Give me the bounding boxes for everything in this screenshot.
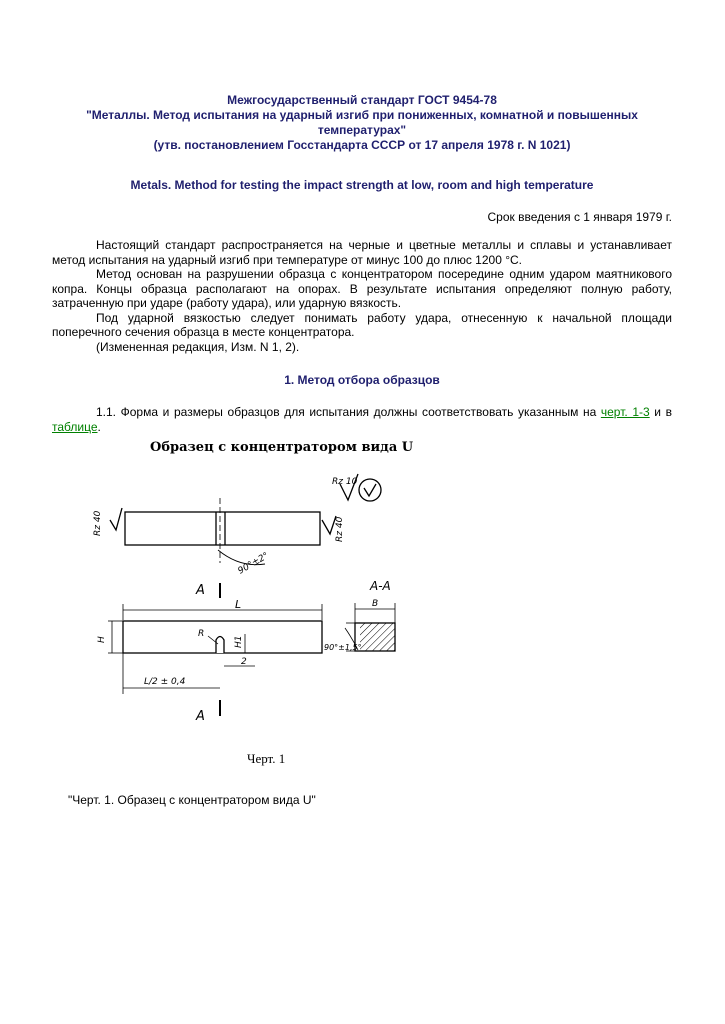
- link-table[interactable]: таблице: [52, 420, 98, 434]
- document-header: [52, 93, 672, 153]
- rz10-label: Rz 10: [332, 477, 358, 487]
- figure-title: Образец с концентратором вида U: [150, 440, 414, 455]
- rz40-right-label: Rz 40: [335, 516, 345, 542]
- dim-h1-label: H1: [234, 635, 244, 648]
- clause-text-before: 1.1. Форма и размеры образцов для испытания должны соответствовать указанным на: [96, 405, 601, 419]
- intro-text: [52, 238, 672, 354]
- paragraph-scope: Настоящий стандарт распространяется на черные и цветные металлы и сплавы и устанавливает метод испытания на ударный изгиб при температуре от минус 100 до плюс 1200 °С.: [52, 238, 672, 267]
- header-line-standard: Межгосударственный стандарт ГОСТ 9454-78: [227, 93, 497, 107]
- technical-drawing: [90, 438, 420, 778]
- clause-text-after: .: [97, 420, 101, 434]
- paragraph-method: Метод основан на разрушении образца с концентратором посередине одним ударом маятникового копра. Концы образца располагают на опорах. В результате испытания определяют полную работу, затраченную при ударе (работу удара), или ударную вязкость.: [52, 267, 672, 310]
- dim-2-label: 2: [241, 657, 247, 667]
- section-aa-label: A-A: [370, 579, 391, 593]
- rz40-left-label: Rz 40: [93, 510, 103, 536]
- effective-date: Срок введения с 1 января 1979 г.: [487, 210, 672, 224]
- header-line-title-cont: температурах": [317, 123, 407, 137]
- angle-side-label: 90°±1,5°: [324, 643, 362, 652]
- dim-r-label: R: [198, 629, 205, 639]
- section-1-heading: 1. Метод отбора образцов: [284, 373, 440, 387]
- clause-text-middle: и в: [649, 405, 673, 419]
- section-a-top-label: A: [196, 583, 205, 598]
- dim-l-label: L: [235, 598, 242, 611]
- clause-1-1: [52, 405, 672, 435]
- header-line-title: "Металлы. Метод испытания на ударный изгиб при пониженных, комнатной и повышенных: [86, 108, 638, 122]
- header-line-approval: (утв. постановлением Госстандарта СССР от 17 апреля 1978 г. N 1021): [153, 138, 571, 152]
- figure-caption: "Черт. 1. Образец с концентратором вида U": [68, 793, 316, 807]
- dim-b-label: B: [372, 599, 379, 609]
- link-drawings[interactable]: черт. 1-3: [600, 405, 650, 419]
- english-title: Metals. Method for testing the impact strength at low, room and high temperature: [130, 178, 594, 192]
- paragraph-revision: (Измененная редакция, Изм. N 1, 2).: [96, 339, 300, 354]
- specimen-top-view: [125, 512, 320, 545]
- figure-label: Черт. 1: [247, 751, 286, 766]
- paragraph-definition: Под ударной вязкостью следует понимать работу удара, отнесенную к начальной площади поперечного сечения образца в месте концентратора.: [52, 310, 672, 339]
- section-a-bottom-label: A: [196, 709, 205, 724]
- dim-h-label: H: [97, 636, 107, 643]
- dim-half-label: L/2 ± 0,4: [144, 677, 186, 687]
- angle-top-label: 90°±2°: [236, 551, 271, 577]
